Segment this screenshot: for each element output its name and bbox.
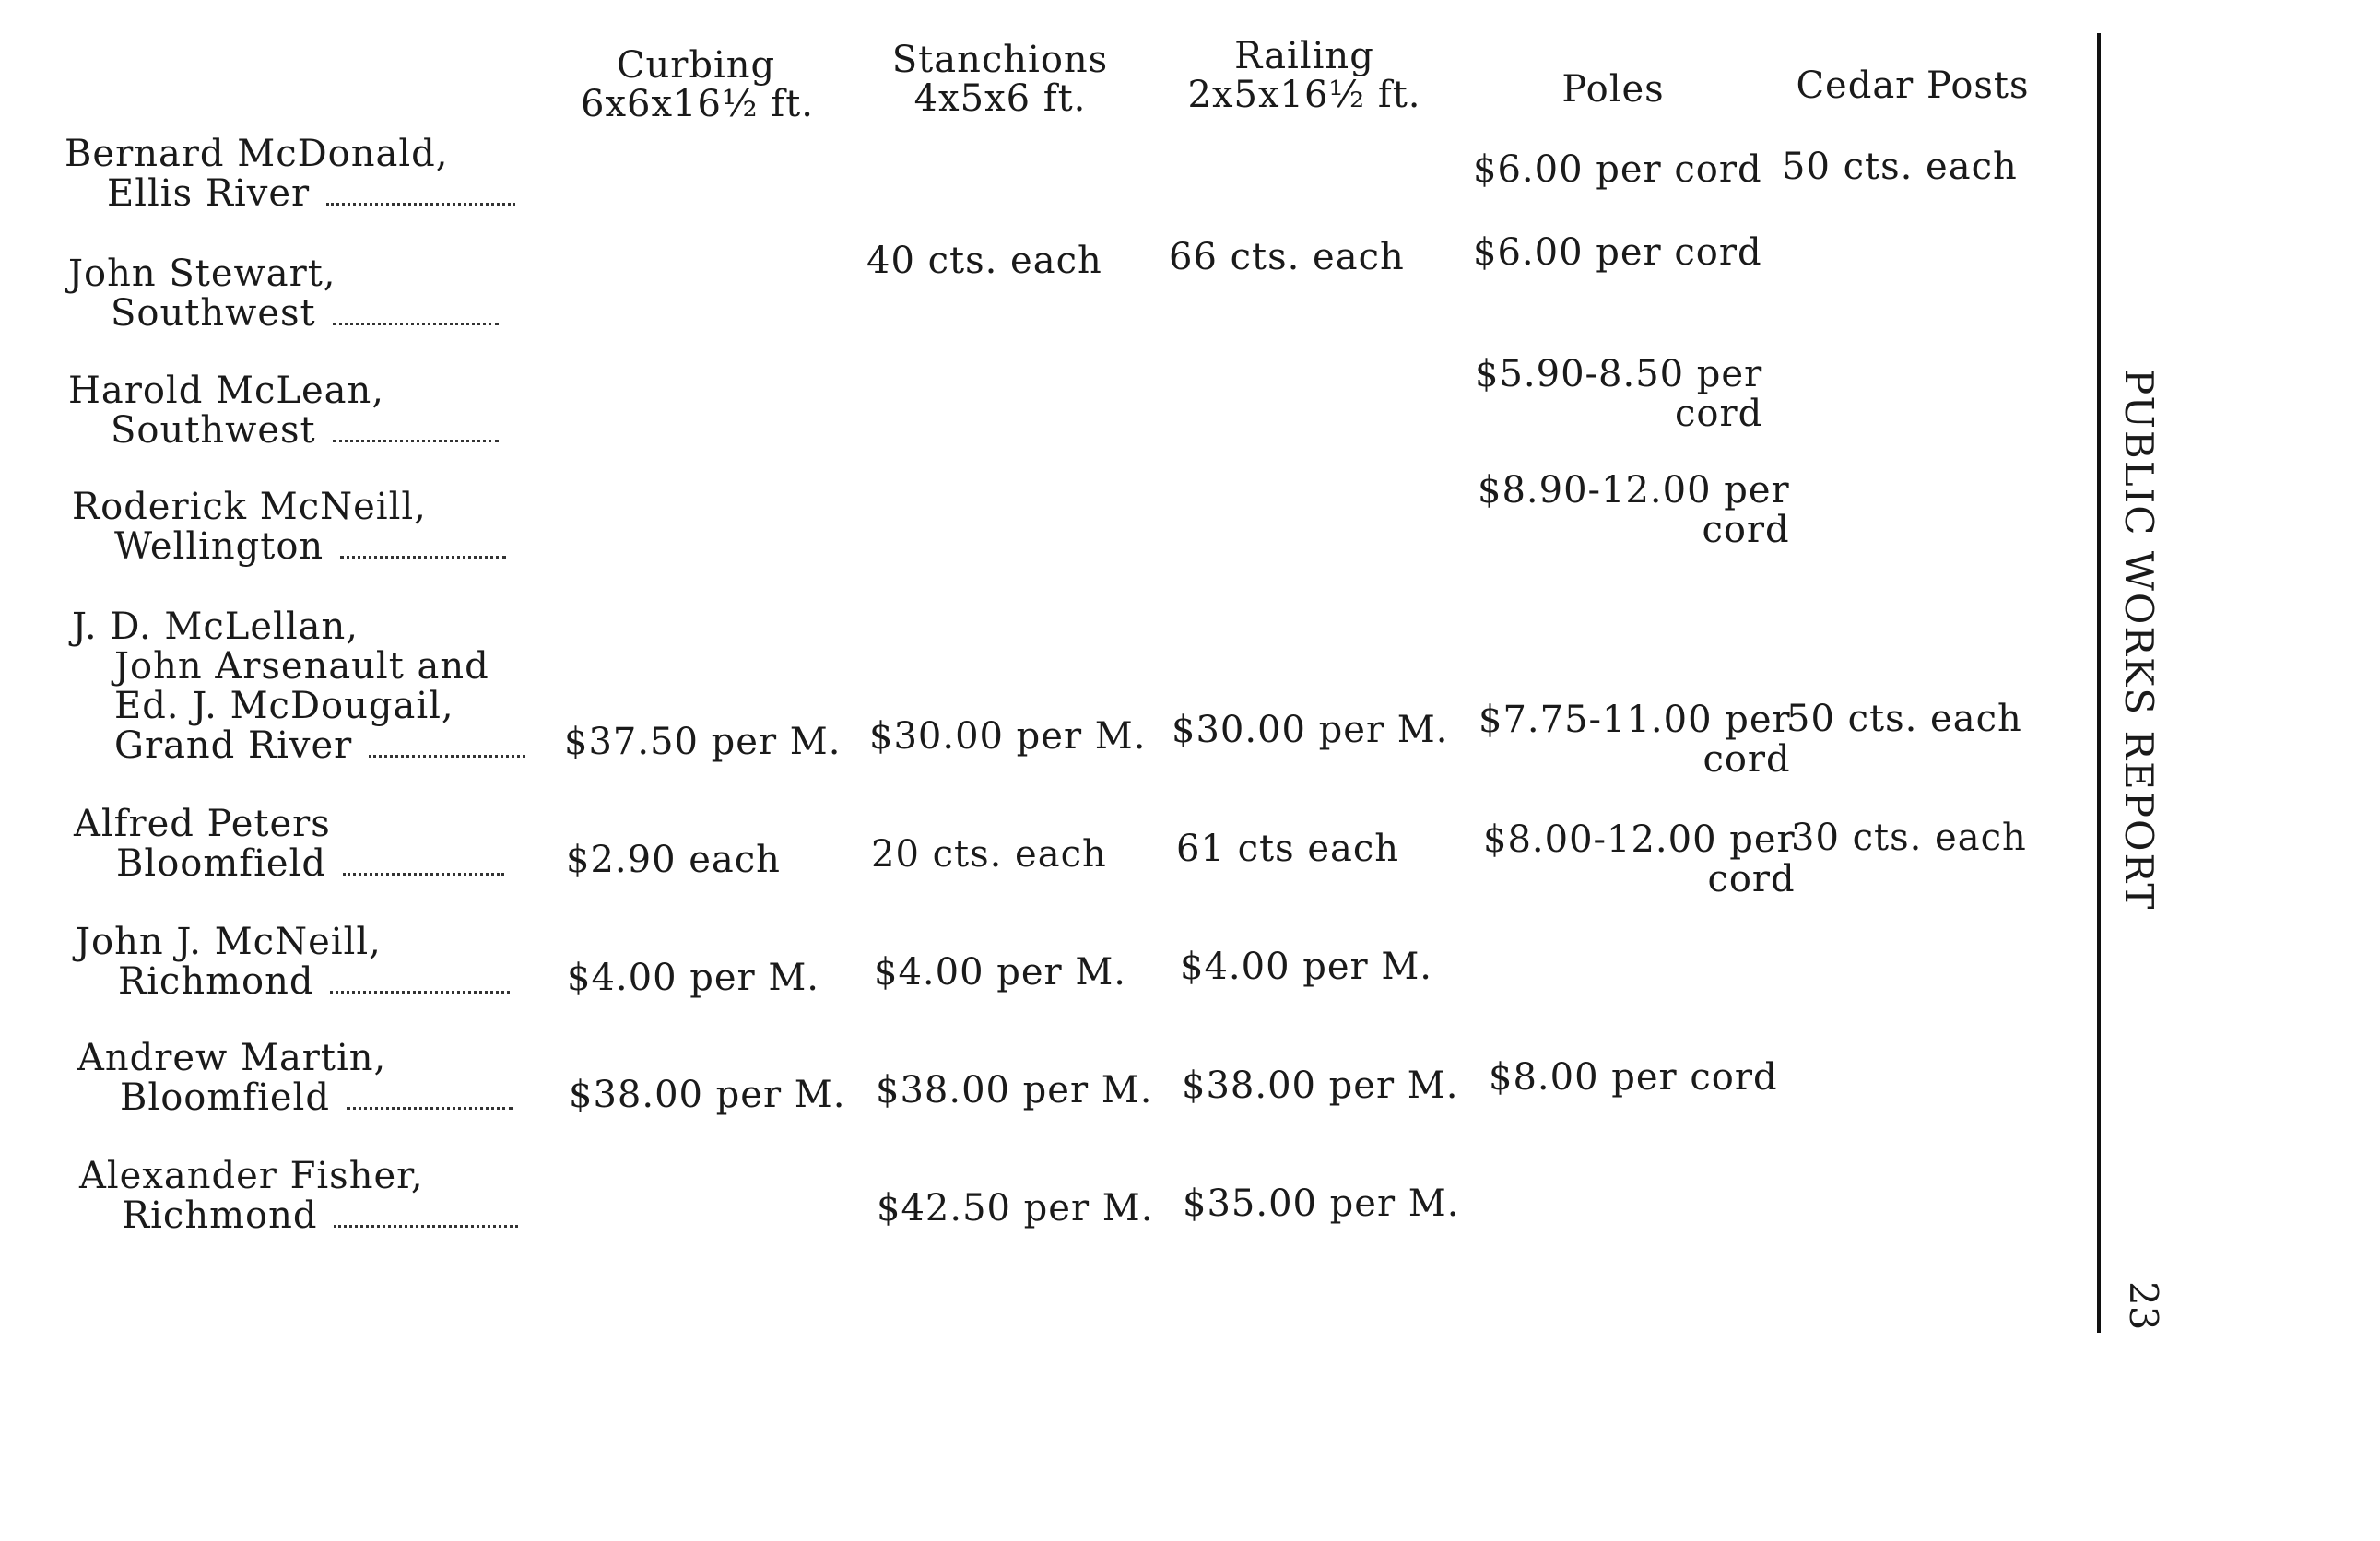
name-line: Roderick McNeill, [72,486,427,528]
stanchions-cell: $38.00 per M. [876,1069,1153,1112]
name-line: John Arsenault and [114,645,489,688]
name-line: Alexander Fisher, [79,1155,424,1197]
name-line: Ed. J. McDougail, [114,685,454,727]
poles-cell: $6.00 per cord [1473,231,1762,274]
page-number: 23 [2121,1281,2166,1331]
dot-leader [334,1224,518,1228]
header-cedar-posts-title: Cedar Posts [1796,65,2030,107]
dot-leader [369,754,525,758]
header-stanchions-size: 4x5x6 ft. [913,77,1087,120]
name-line: Ellis River [107,172,311,215]
header-curbing [581,44,814,125]
header-curbing-size: 6x6x16½ ft. [581,83,814,125]
railing-cell: $30.00 per M. [1172,709,1449,751]
curbing-cell: $4.00 per M. [567,957,820,999]
name-line: Harold McLean, [68,370,384,412]
margin-rule [2097,33,2101,1333]
dot-leader [333,322,499,325]
row-name-3 [72,488,506,567]
dot-leader [347,1106,513,1110]
dot-leader [343,872,504,876]
stanchions-cell: $30.00 per M. [869,715,1147,758]
poles-cell: $6.00 per cord [1473,148,1762,191]
row-name-6 [76,923,510,1002]
cedar-posts-cell: 50 cts. each [1786,698,2022,740]
railing-cell: 66 cts. each [1169,236,1405,278]
header-poles [1512,70,1714,109]
row-name-7 [77,1039,513,1118]
name-line: Southwest [111,409,316,452]
curbing-cell: $37.50 per M. [564,721,842,763]
dot-leader [326,202,515,206]
cedar-posts-cell: 30 cts. each [1791,817,2027,859]
header-cedar-posts [1788,66,2037,105]
name-line: J. D. McLellan, [72,606,359,648]
poles-unit: cord [1702,509,1790,551]
dot-leader [340,555,506,559]
dot-leader [330,990,510,994]
curbing-cell: $2.90 each [566,839,781,881]
cedar-posts-cell: 50 cts. each [1782,146,2018,188]
poles-cell [1475,355,1762,434]
header-curbing-title: Curbing [616,44,776,87]
poles-value: $8.00-12.00 per [1483,818,1796,861]
name-line: Bloomfield [120,1076,330,1119]
header-stanchions [885,41,1115,118]
name-line: Bernard McDonald, [65,133,449,175]
row-name-2 [68,371,499,451]
name-line: John J. McNeill, [76,921,382,963]
poles-value: $5.90-8.50 per [1475,353,1763,395]
dot-leader [333,439,499,442]
poles-cell: $8.00 per cord [1489,1056,1778,1099]
railing-cell: $38.00 per M. [1182,1065,1459,1107]
railing-cell: $4.00 per M. [1180,946,1433,988]
header-railing-size: 2x5x16½ ft. [1187,74,1421,116]
poles-value: $7.75-11.00 per [1479,699,1791,741]
header-railing [1180,37,1429,114]
name-line: Alfred Peters [74,803,331,845]
name-line: Wellington [114,525,324,568]
row-name-8 [79,1157,518,1236]
header-railing-title: Railing [1234,35,1374,77]
name-line: Bloomfield [116,842,326,885]
row-name-0 [65,135,515,214]
row-name-5 [74,805,504,884]
name-line: Southwest [111,292,316,335]
poles-cell [1483,820,1796,900]
stanchions-cell: 20 cts. each [871,833,1107,876]
poles-unit: cord [1674,393,1763,435]
row-name-4 [72,607,525,766]
running-title: PUBLIC WORKS REPORT [2116,369,2162,912]
poles-unit: cord [1703,738,1791,781]
poles-unit: cord [1707,858,1796,900]
poles-cell [1478,471,1790,550]
name-line: Richmond [118,960,314,1003]
name-line: John Stewart, [68,253,336,295]
name-line: Richmond [122,1194,318,1237]
name-line: Grand River [114,724,353,767]
name-line: Andrew Martin, [77,1037,387,1079]
stanchions-cell: $42.50 per M. [877,1187,1154,1229]
stanchions-cell: 40 cts. each [866,240,1102,282]
railing-cell: 61 cts each [1176,828,1400,870]
poles-cell [1479,700,1791,780]
stanchions-cell: $4.00 per M. [874,951,1127,994]
header-poles-title: Poles [1561,68,1665,111]
poles-value: $8.90-12.00 per [1478,469,1790,512]
curbing-cell: $38.00 per M. [569,1074,846,1116]
railing-cell: $35.00 per M. [1183,1182,1460,1225]
header-stanchions-title: Stanchions [891,39,1109,81]
row-name-1 [68,254,499,334]
